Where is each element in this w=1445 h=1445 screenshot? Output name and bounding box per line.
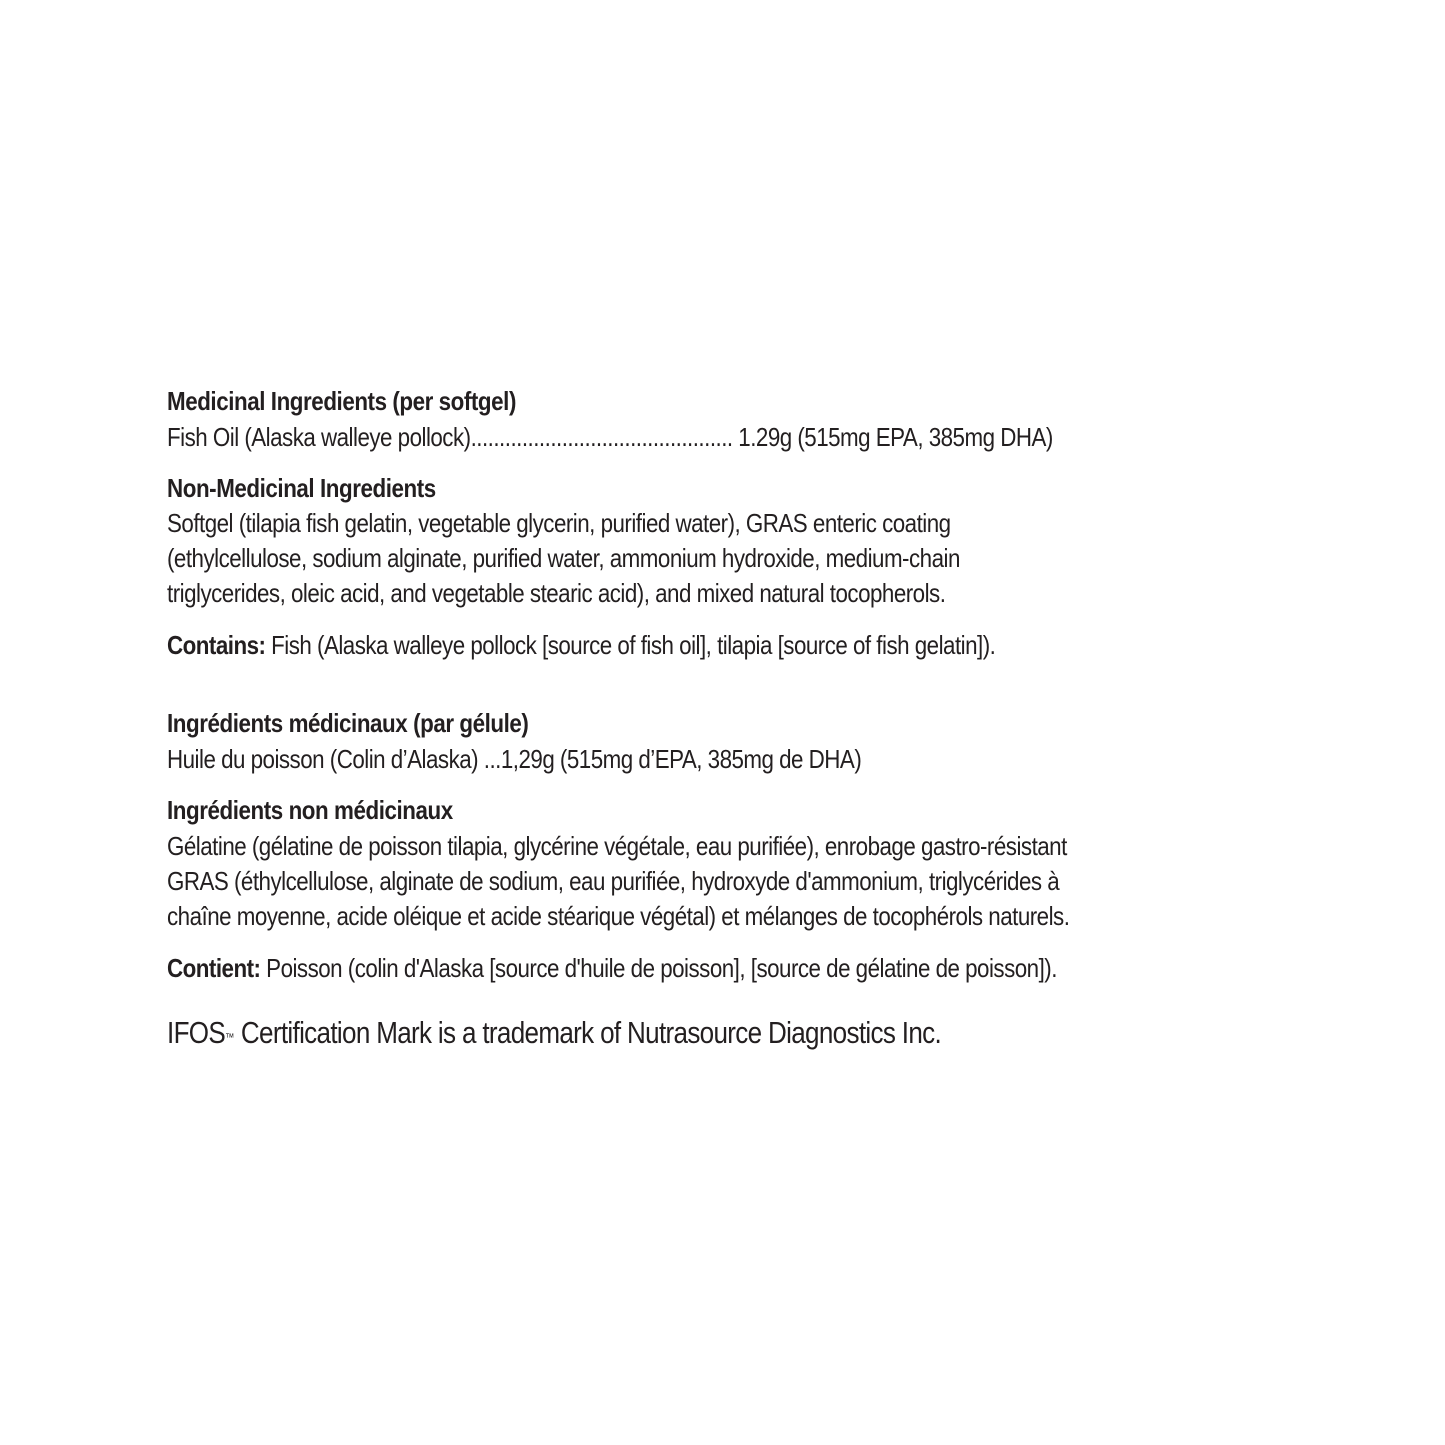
non-medicinal-ingredients-line-2: (ethylcellulose, sodium alginate, purified water, ammonium hydroxide, medium-chain [167, 543, 960, 573]
contient-label: Contient: [167, 953, 261, 983]
non-medicinal-ingredients-line-1: Softgel (tilapia fish gelatin, vegetable glycerin, purified water), GRAS enteric coating [167, 508, 951, 538]
non-medicinal-ingredients-line-3: triglycerides, oleic acid, and vegetable stearic acid), and mixed natural tocopherols. [167, 578, 946, 608]
trademark-text: Certification Mark is a trademark of Nutrasource Diagnostics Inc. [234, 1015, 942, 1050]
ingredients-non-medicinaux-heading: Ingrédients non médicinaux [167, 795, 453, 825]
contains-statement [167, 628, 995, 663]
contient-text: Poisson (colin d'Alaska [source d'huile de poisson], [source de gélatine de poisson]). [260, 953, 1057, 983]
trademark-symbol: ™ [225, 1032, 235, 1044]
medicinal-ingredient-fish-oil: Fish Oil (Alaska walleye pollock).............................................. 1.29g (515mg EPA, 385mg DHA) [167, 422, 1053, 452]
medicinal-ingredients-heading: Medicinal Ingredients (per softgel) [167, 386, 516, 416]
contains-text: Fish (Alaska walleye pollock [source of fish oil], tilapia [source of fish gelatin]). [265, 630, 996, 660]
ingredients-non-medicinaux-line-1: Gélatine (gélatine de poisson tilapia, glycérine végétale, eau purifiée), enrobage gastro-résistant [167, 831, 1067, 861]
ingredients-non-medicinaux-line-3: chaîne moyenne, acide oléique et acide stéarique végétal) et mélanges de tocophérols naturels. [167, 901, 1070, 931]
ingredients-non-medicinaux-line-2: GRAS (éthylcellulose, alginate de sodium, eau purifiée, hydroxyde d'ammonium, triglycérides à [167, 866, 1060, 896]
ingredient-medicinal-huile-poisson: Huile du poisson (Colin d’Alaska) ...1,29g (515mg d’EPA, 385mg de DHA) [167, 744, 862, 774]
ingredients-medicinaux-heading: Ingrédients médicinaux (par gélule) [167, 708, 529, 738]
contains-label: Contains: [167, 630, 266, 660]
non-medicinal-ingredients-heading: Non-Medicinal Ingredients [167, 473, 436, 503]
ifos-brand: IFOS [167, 1015, 226, 1050]
contient-statement [167, 951, 1057, 986]
trademark-notice [167, 1015, 941, 1050]
